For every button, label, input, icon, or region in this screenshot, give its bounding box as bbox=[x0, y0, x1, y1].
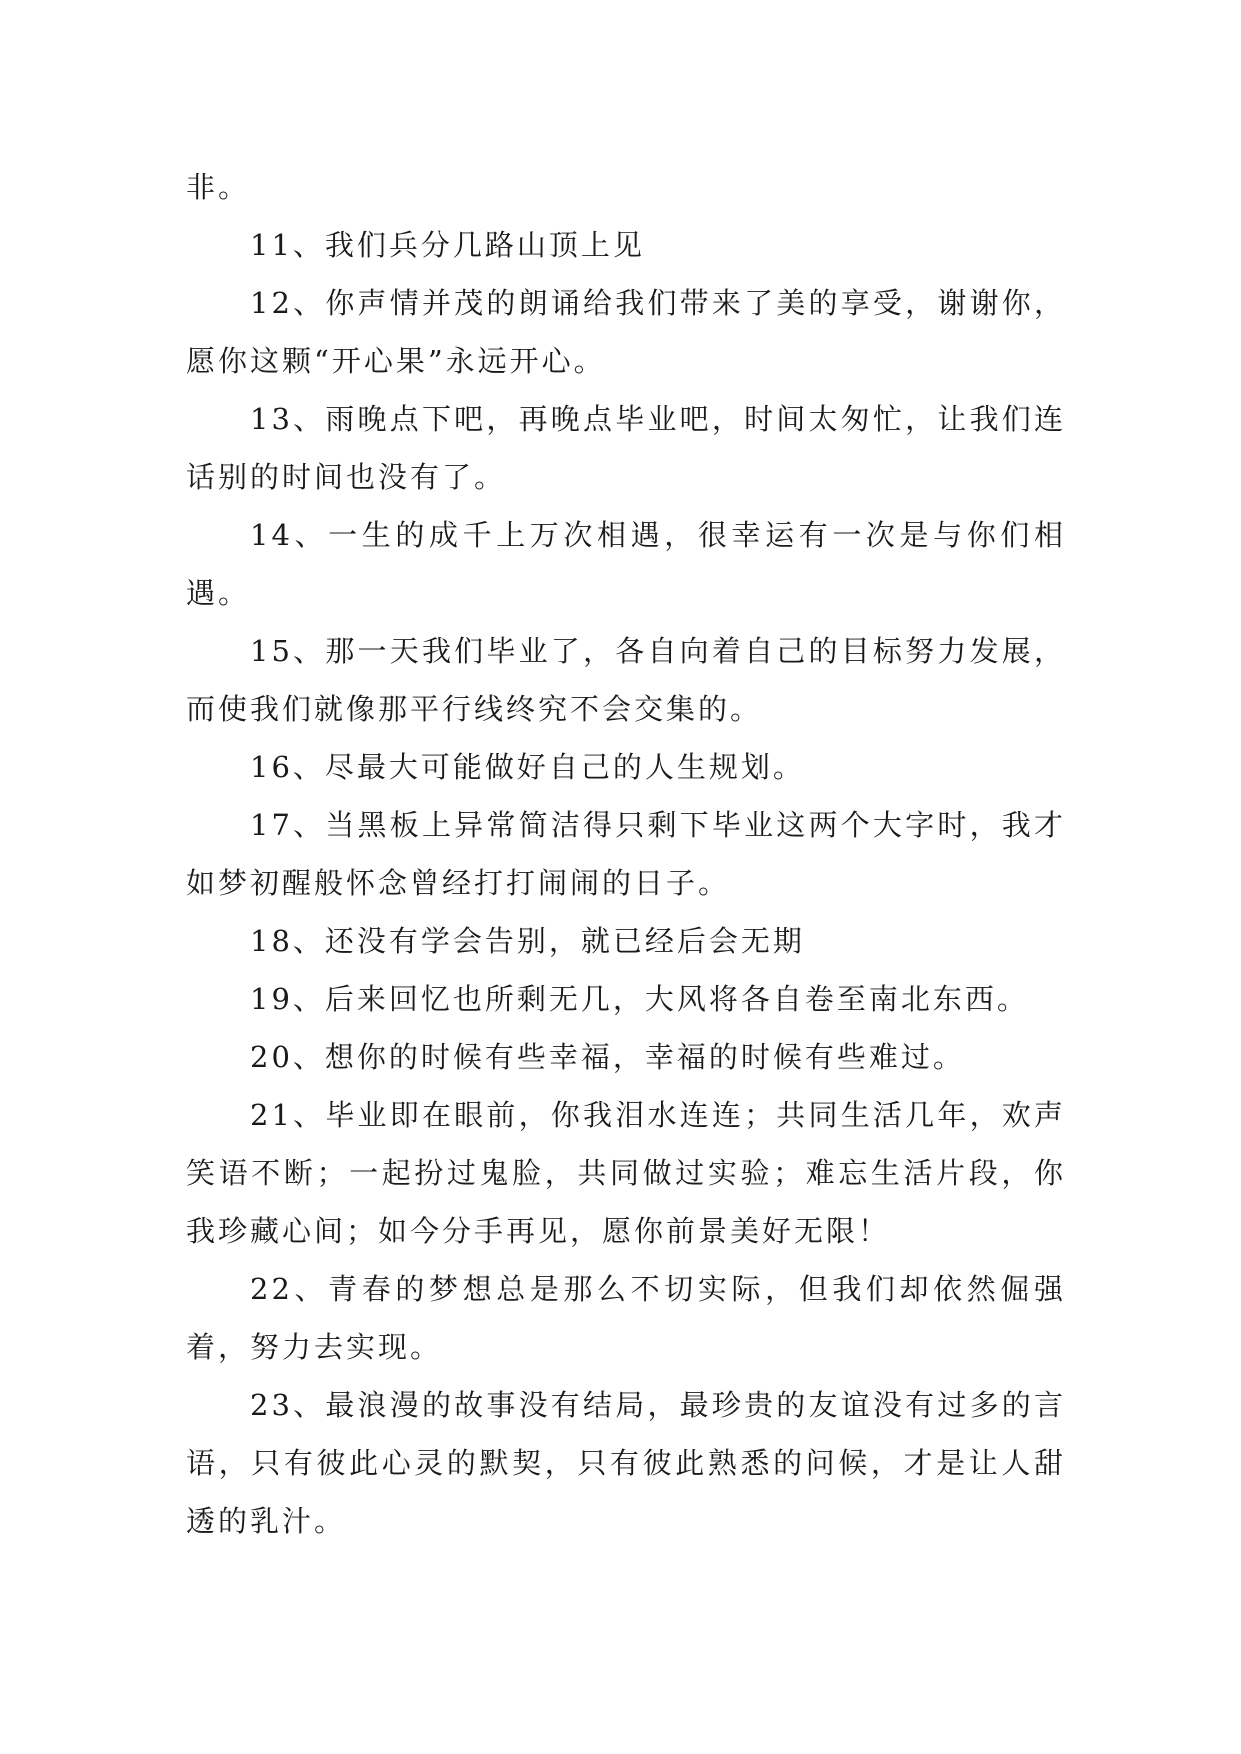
paragraph-item-16: 16、尽最大可能做好自己的人生规划。 bbox=[250, 750, 805, 784]
paragraph-item-18: 18、还没有学会告别，就已经后会无期 bbox=[250, 924, 805, 958]
paragraph-item-23: 23、最浪漫的故事没有结局，最珍贵的友谊没有过多的言语，只有彼此心灵的默契，只有彼此熟悉的问候，才是让人甜透的乳汁。 bbox=[186, 1388, 1066, 1538]
paragraph-item-14: 14、一生的成千上万次相遇，很幸运有一次是与你们相遇。 bbox=[186, 518, 1066, 610]
paragraph-continuation: 非。 bbox=[186, 170, 251, 204]
paragraph-item-21: 21、毕业即在眼前，你我泪水连连；共同生活几年，欢声笑语不断；一起扮过鬼脸，共同做过实验；难忘生活片段，你我珍藏心间；如今分手再见，愿你前景美好无限！ bbox=[186, 1098, 1066, 1248]
paragraph-item-15: 15、那一天我们毕业了，各自向着自己的目标努力发展，而使我们就像那平行线终究不会交集的。 bbox=[186, 634, 1066, 726]
paragraph-item-13: 13、雨晚点下吧，再晚点毕业吧，时间太匆忙，让我们连话别的时间也没有了。 bbox=[186, 402, 1066, 494]
paragraph-item-12: 12、你声情并茂的朗诵给我们带来了美的享受，谢谢你，愿你这颗“开心果”永远开心。 bbox=[186, 286, 1066, 378]
paragraph-item-20: 20、想你的时候有些幸福，幸福的时候有些难过。 bbox=[250, 1040, 965, 1074]
paragraph-item-17: 17、当黑板上异常简洁得只剩下毕业这两个大字时，我才如梦初醒般怀念曾经打打闹闹的日子。 bbox=[186, 808, 1066, 900]
document-body bbox=[186, 158, 1066, 1550]
paragraph-item-22: 22、青春的梦想总是那么不切实际，但我们却依然倔强着，努力去实现。 bbox=[186, 1272, 1066, 1364]
paragraph-item-19: 19、后来回忆也所剩无几，大风将各自卷至南北东西。 bbox=[250, 982, 1029, 1016]
paragraph-item-11: 11、我们兵分几路山顶上见 bbox=[250, 228, 645, 262]
